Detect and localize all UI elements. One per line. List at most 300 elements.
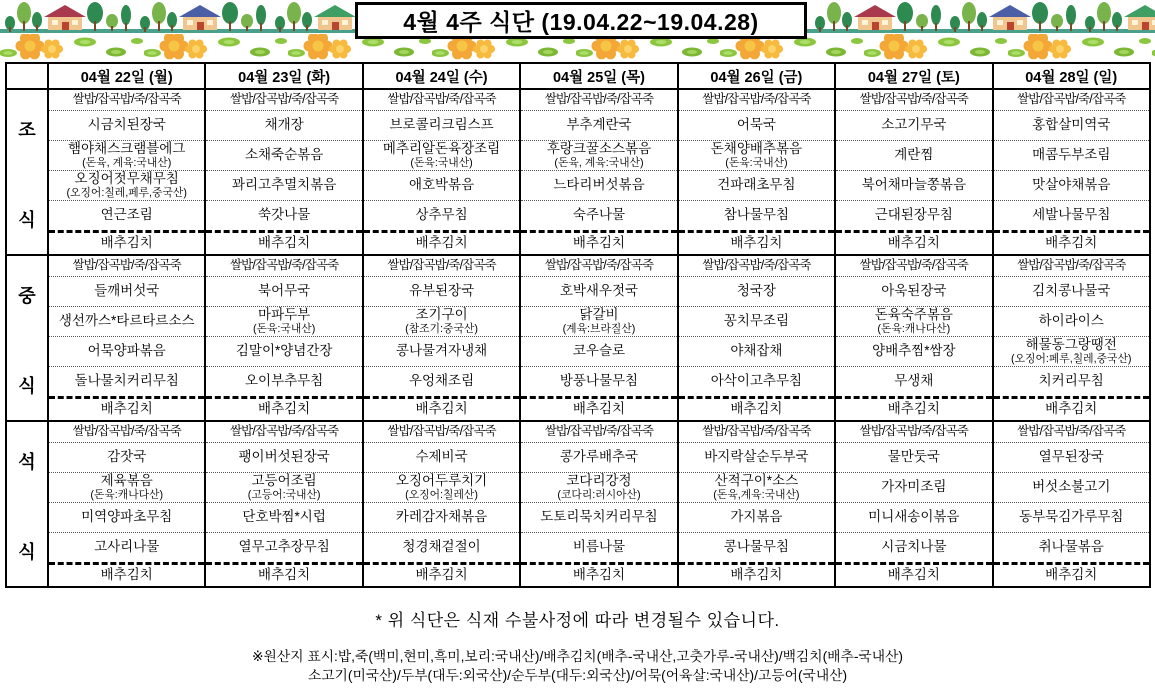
menu-cell-lunch-day7: [992, 256, 1149, 420]
lunch-label: [7, 256, 47, 420]
kimchi-item: [679, 396, 834, 420]
dish-name: 돌나물치커리무침: [74, 373, 179, 389]
kimchi-item: [206, 562, 361, 586]
menu-item: [994, 532, 1149, 562]
dish-origin: (오징어:페루,칠레,중국산): [1010, 352, 1132, 365]
kimchi-item: [206, 396, 361, 420]
dish-name: 쌀밥/잡곡밥/죽/잡곡죽: [387, 424, 496, 439]
rice-options: [521, 256, 676, 276]
dish-name: 산적구이*소스: [714, 472, 799, 488]
dish-name: 꽁치무조림: [723, 313, 789, 329]
dish-name: 방풍나물무침: [559, 373, 639, 389]
menu-item: [994, 276, 1149, 306]
menu-item: [364, 170, 519, 200]
dish-name: 배추김치: [258, 235, 311, 251]
date-header-fri: 04월 26일 (금): [677, 64, 834, 88]
dish-name: 배추김치: [1045, 401, 1098, 417]
dish-origin: (계육:브라질산): [562, 322, 636, 335]
dish-name: 물만둣국: [887, 449, 940, 465]
rice-options: [49, 90, 204, 110]
kimchi-item: [521, 562, 676, 586]
menu-item: [994, 140, 1149, 170]
dish-name: 열무고추장무침: [238, 539, 330, 555]
menu-item: [521, 200, 676, 230]
date-header-tue: 04월 23일 (화): [204, 64, 361, 88]
dish-name: 햄야채스크램블에그: [68, 140, 186, 156]
dish-name: 오이부추무침: [245, 373, 324, 389]
menu-item: [49, 110, 204, 140]
dish-name: 무생채: [894, 373, 934, 389]
change-note: * 위 식단은 식재 수불사정에 따라 변경될수 있습니다.: [375, 611, 780, 630]
dish-name: 배추김치: [730, 401, 783, 417]
rice-options: [994, 90, 1149, 110]
kimchi-item: [836, 396, 991, 420]
kimchi-item: [836, 562, 991, 586]
dish-name: 건파래초무침: [717, 177, 796, 193]
dish-name: 쌀밥/잡곡밥/죽/잡곡죽: [229, 258, 339, 273]
dish-name: 치커리무침: [1038, 373, 1104, 389]
dish-name: 쌀밥/잡곡밥/죽/잡곡죽: [387, 92, 496, 107]
dish-origin: (돈육,계육:국내산): [713, 488, 800, 501]
dish-origin: (돈육:국내산): [725, 156, 788, 169]
dish-name: 시금치된장국: [87, 117, 166, 133]
dish-name: 배추김치: [730, 567, 783, 583]
rice-options: [679, 90, 834, 110]
dish-name: 비름나물: [572, 539, 626, 555]
menu-item: [836, 472, 991, 502]
dish-name: 콩나물무침: [723, 539, 789, 555]
origin-notes: [0, 647, 1155, 686]
breakfast-label-bottom: 식: [18, 210, 36, 230]
dish-name: 콩나물겨자냉채: [395, 343, 488, 359]
menu-item: [521, 366, 676, 396]
kimchi-item: [679, 562, 834, 586]
dish-name: 쌀밥/잡곡밥/죽/잡곡죽: [72, 424, 181, 439]
dish-name: 해물동그랑땡전: [1025, 336, 1117, 352]
menu-item: [521, 276, 676, 306]
kimchi-item: [521, 230, 676, 254]
dish-name: 계란찜: [894, 147, 934, 163]
dish-name: 어묵양파볶음: [87, 343, 166, 359]
dish-name: 소고기무국: [881, 117, 947, 133]
dish-name: 열무된장국: [1038, 449, 1104, 465]
kimchi-item: [49, 396, 204, 420]
menu-item: [364, 472, 519, 502]
dish-name: 쌀밥/잡곡밥/죽/잡곡죽: [702, 258, 811, 273]
dish-name: 맛살야채볶음: [1032, 177, 1111, 193]
menu-item: [206, 532, 361, 562]
menu-item: [206, 170, 361, 200]
menu-item: [994, 502, 1149, 532]
menu-item: [836, 170, 991, 200]
rice-options: [206, 422, 361, 442]
dish-name: 숙주나물: [572, 207, 626, 223]
dish-name: 쌀밥/잡곡밥/죽/잡곡죽: [702, 424, 811, 439]
dish-name: 바지락살순두부국: [704, 449, 809, 465]
kimchi-item: [49, 230, 204, 254]
dish-name: 야채잡채: [730, 343, 783, 359]
menu-item: [679, 442, 834, 472]
menu-cell-lunch-day1: [47, 256, 204, 420]
dish-name: 후랑크꿀소스볶음: [546, 140, 652, 156]
corner-cell: [7, 64, 47, 88]
dish-name: 쑥갓나물: [258, 207, 311, 223]
dish-name: 카레감자채볶음: [395, 509, 488, 525]
dish-name: 어묵국: [736, 117, 776, 133]
dish-name: 쌀밥/잡곡밥/죽/잡곡죽: [859, 258, 968, 273]
dish-name: 가지볶음: [730, 509, 783, 525]
menu-item: [521, 140, 676, 170]
dish-name: 세발나물무침: [1032, 207, 1111, 223]
dish-name: 쌀밥/잡곡밥/죽/잡곡죽: [1017, 258, 1126, 273]
dish-name: 청국장: [736, 283, 776, 299]
dish-name: 배추김치: [415, 567, 468, 583]
menu-item: [679, 532, 834, 562]
dish-name: 오징어두루치기: [395, 472, 488, 488]
menu-item: [364, 336, 519, 366]
menu-item: [836, 200, 991, 230]
menu-item: [206, 306, 361, 336]
menu-item: [49, 442, 204, 472]
menu-item: [206, 276, 361, 306]
dish-name: 꽈리고추멸치볶음: [231, 177, 337, 193]
dish-name: 동부묵김가루무침: [1019, 509, 1124, 525]
menu-item: [836, 336, 991, 366]
dish-name: 배추김치: [258, 401, 311, 417]
dish-name: 쌀밥/잡곡밥/죽/잡곡죽: [859, 424, 968, 439]
dish-name: 유부된장국: [408, 283, 475, 299]
dish-name: 아삭이고추무침: [710, 373, 803, 389]
menu-cell-breakfast-day5: [677, 90, 834, 254]
kimchi-item: [679, 230, 834, 254]
lunch-label-bottom: 식: [18, 376, 36, 396]
origin-note-line2: 소고기(미국산)/두부(대두:외국산)/순두부(대두:외국산)/어묵(어육살:국내산)/고등어(국내산): [307, 668, 848, 684]
dish-name: 쌀밥/잡곡밥/죽/잡곡죽: [229, 424, 339, 439]
dish-name: 돈채양배추볶음: [710, 140, 803, 156]
dish-name: 미니새송이볶음: [868, 509, 960, 525]
rice-options: [206, 90, 361, 110]
menu-cell-dinner-day6: [834, 422, 991, 586]
dish-name: 매콤두부조림: [1032, 147, 1111, 163]
dish-name: 북어채마늘쫑볶음: [861, 177, 966, 193]
dish-origin: (돈육, 계육:국내산): [82, 156, 172, 169]
menu-item: [679, 170, 834, 200]
date-header-mon: 04월 22일 (월): [47, 64, 204, 88]
menu-item: [521, 442, 676, 472]
menu-item: [49, 336, 204, 366]
dish-name: 배추김치: [100, 401, 153, 417]
dish-name: 애호박볶음: [408, 177, 475, 193]
menu-item: [836, 502, 991, 532]
dish-name: 고등어조림: [251, 472, 317, 488]
dish-name: 코우슬로: [572, 343, 626, 359]
kimchi-item: [994, 230, 1149, 254]
dish-name: 생선까스*타르타르소스: [58, 313, 195, 329]
date-header-thu: 04월 25일 (목): [519, 64, 676, 88]
dish-name: 마파두부: [258, 306, 311, 322]
dish-name: 제육볶음: [100, 472, 153, 488]
dish-name: 배추김치: [1045, 567, 1098, 583]
dish-name: 도토리묵치커리무침: [540, 509, 658, 525]
menu-item: [679, 502, 834, 532]
menu-item: [206, 502, 361, 532]
dish-name: 쌀밥/잡곡밥/죽/잡곡죽: [72, 258, 181, 273]
dish-name: 코다리강정: [566, 472, 632, 488]
rice-options: [364, 90, 519, 110]
kimchi-item: [994, 396, 1149, 420]
menu-item: [49, 502, 204, 532]
rice-options: [994, 422, 1149, 442]
menu-item: [836, 110, 991, 140]
rice-options: [364, 256, 519, 276]
dish-name: 참나물무침: [723, 207, 789, 223]
dish-name: 브로콜리크림스프: [389, 117, 494, 133]
dish-name: 쌀밥/잡곡밥/죽/잡곡죽: [72, 92, 181, 107]
dish-origin: (돈육:국내산): [410, 156, 473, 169]
rice-options: [364, 422, 519, 442]
footer: [0, 598, 1155, 686]
menu-item: [206, 366, 361, 396]
dish-name: 배추김치: [415, 401, 468, 417]
dish-name: 돈육숙주볶음: [874, 306, 953, 322]
dish-origin: (코다리:러시아산): [557, 488, 641, 501]
menu-item: [679, 306, 834, 336]
dish-name: 양배추찜*쌈장: [872, 343, 956, 359]
dish-name: 배추김치: [415, 235, 468, 251]
menu-item: [49, 200, 204, 230]
dish-name: 홍합살미역국: [1032, 117, 1111, 133]
dish-name: 쌀밥/잡곡밥/죽/잡곡죽: [859, 92, 968, 107]
menu-item: [521, 532, 676, 562]
dish-name: 근대된장무침: [874, 207, 953, 223]
menu-item: [994, 306, 1149, 336]
lunch-row: [7, 254, 1149, 420]
dish-name: 북어무국: [258, 283, 311, 299]
dish-name: 연근조림: [100, 207, 153, 223]
menu-cell-dinner-day3: [362, 422, 519, 586]
menu-item: [206, 140, 361, 170]
breakfast-label: [7, 90, 47, 254]
dish-name: 배추김치: [887, 567, 940, 583]
dish-name: 호박새우젓국: [559, 283, 639, 299]
rice-options: [836, 90, 991, 110]
dish-name: 청경채겉절이: [402, 539, 481, 555]
menu-item: [49, 276, 204, 306]
kimchi-item: [836, 230, 991, 254]
menu-item: [206, 110, 361, 140]
menu-item: [994, 110, 1149, 140]
breakfast-label-top: 조: [18, 120, 36, 140]
menu-item: [679, 366, 834, 396]
rice-options: [836, 422, 991, 442]
dish-name: 메추리알돈육장조림: [382, 140, 501, 156]
menu-item: [994, 200, 1149, 230]
menu-cell-lunch-day4: [519, 256, 676, 420]
date-header-sun: 04월 28일 (일): [992, 64, 1149, 88]
dish-origin: (참조기:중국산): [405, 322, 478, 335]
dish-origin: (돈육:캐나다산): [90, 488, 164, 501]
kimchi-item: [49, 562, 204, 586]
menu-item: [364, 276, 519, 306]
kimchi-item: [521, 396, 676, 420]
menu-item: [49, 140, 204, 170]
kimchi-item: [364, 396, 519, 420]
menu-item: [836, 140, 991, 170]
origin-note-line1: ※원산지 표시:밥,죽(백미,현미,흑미,보리:국내산)/배추김치(배추-국내산,고춧가루-국내산)/백김치(배추-국내산): [251, 649, 903, 664]
menu-table: [5, 62, 1151, 588]
dish-name: 미역양파초무침: [81, 509, 173, 525]
rice-options: [679, 256, 834, 276]
menu-item: [206, 472, 361, 502]
dish-name: 콩가루배추국: [559, 449, 639, 465]
menu-item: [836, 276, 991, 306]
dish-origin: (돈육, 계육:국내산): [554, 156, 644, 169]
dish-name: 배추김치: [100, 567, 153, 583]
menu-item: [206, 336, 361, 366]
menu-item: [994, 366, 1149, 396]
menu-item: [521, 170, 676, 200]
menu-cell-breakfast-day3: [362, 90, 519, 254]
dish-name: 수제비국: [415, 449, 468, 465]
menu-item: [521, 502, 676, 532]
menu-cell-dinner-day5: [677, 422, 834, 586]
dish-name: 김치콩나물국: [1032, 283, 1111, 299]
dinner-label-top: 석: [18, 452, 36, 472]
menu-item: [679, 276, 834, 306]
dinner-label: [7, 422, 47, 586]
menu-item: [364, 442, 519, 472]
menu-item: [994, 170, 1149, 200]
dish-name: 배추김치: [730, 235, 783, 251]
dish-name: 쌀밥/잡곡밥/죽/잡곡죽: [1017, 92, 1126, 107]
dish-name: 배추김치: [887, 235, 940, 251]
menu-item: [994, 472, 1149, 502]
menu-item: [364, 306, 519, 336]
dish-name: 김말이*양념간장: [235, 343, 333, 359]
dish-name: 하이라이스: [1038, 313, 1104, 329]
menu-item: [49, 306, 204, 336]
breakfast-row: [7, 88, 1149, 254]
menu-item: [49, 532, 204, 562]
dish-name: 단호박찜*시럽: [242, 509, 326, 525]
menu-item: [521, 306, 676, 336]
dish-name: 배추김치: [887, 401, 940, 417]
dish-name: 쌀밥/잡곡밥/죽/잡곡죽: [544, 258, 654, 273]
rice-options: [206, 256, 361, 276]
menu-cell-breakfast-day7: [992, 90, 1149, 254]
dish-name: 배추김치: [572, 567, 626, 583]
menu-cell-breakfast-day4: [519, 90, 676, 254]
dish-origin: (돈육:캐나다산): [877, 322, 951, 335]
menu-item: [679, 472, 834, 502]
dish-origin: (고등어:국내산): [247, 488, 321, 501]
menu-item: [679, 110, 834, 140]
menu-item: [679, 200, 834, 230]
rice-options: [994, 256, 1149, 276]
menu-cell-dinner-day4: [519, 422, 676, 586]
menu-cell-dinner-day1: [47, 422, 204, 586]
menu-item: [364, 532, 519, 562]
dish-name: 조기구이: [415, 306, 468, 322]
rice-options: [679, 422, 834, 442]
menu-item: [49, 472, 204, 502]
dish-name: 쌀밥/잡곡밥/죽/잡곡죽: [702, 92, 811, 107]
dish-name: 쌀밥/잡곡밥/죽/잡곡죽: [229, 92, 339, 107]
menu-item: [206, 442, 361, 472]
kimchi-item: [364, 562, 519, 586]
rice-options: [836, 256, 991, 276]
menu-item: [836, 442, 991, 472]
dish-name: 쌀밥/잡곡밥/죽/잡곡죽: [1017, 424, 1126, 439]
dish-name: 배추김치: [258, 567, 311, 583]
dish-name: 취나물볶음: [1038, 539, 1104, 555]
table-header-row: [7, 64, 1149, 88]
menu-item: [364, 502, 519, 532]
dish-name: 느타리버섯볶음: [553, 177, 645, 193]
menu-item: [679, 336, 834, 366]
lunch-label-top: 중: [18, 286, 36, 306]
menu-item: [521, 472, 676, 502]
menu-item: [49, 170, 204, 200]
menu-cell-breakfast-day1: [47, 90, 204, 254]
dish-name: 배추김치: [100, 235, 153, 251]
menu-item: [521, 110, 676, 140]
page-title: 4월 4주 식단 (19.04.22~19.04.28): [403, 9, 759, 35]
rice-options: [521, 422, 676, 442]
dish-name: 부추계란국: [566, 117, 632, 133]
menu-cell-dinner-day2: [204, 422, 361, 586]
rice-options: [49, 422, 204, 442]
dish-name: 상추무침: [415, 207, 468, 223]
dish-name: 가자미조림: [881, 479, 947, 495]
title-box: [355, 2, 807, 39]
menu-item: [364, 366, 519, 396]
date-header-sat: 04월 27일 (토): [834, 64, 991, 88]
dish-name: 쌀밥/잡곡밥/죽/잡곡죽: [387, 258, 496, 273]
dish-name: 오징어젓무채무침: [74, 170, 179, 186]
kimchi-item: [364, 230, 519, 254]
menu-cell-dinner-day7: [992, 422, 1149, 586]
menu-item: [679, 140, 834, 170]
dish-origin: (돈육:국내산): [252, 322, 316, 335]
dish-name: 닭갈비: [579, 306, 619, 322]
menu-item: [836, 532, 991, 562]
menu-cell-lunch-day3: [362, 256, 519, 420]
dish-name: 팽이버섯된장국: [238, 449, 330, 465]
dish-origin: (오징어:칠레,페루,중국산): [66, 186, 187, 199]
dish-name: 배추김치: [572, 235, 626, 251]
dish-name: 아욱된장국: [881, 283, 947, 299]
menu-cell-breakfast-day2: [204, 90, 361, 254]
dinner-row: [7, 420, 1149, 586]
kimchi-item: [994, 562, 1149, 586]
menu-item: [994, 336, 1149, 366]
kimchi-item: [206, 230, 361, 254]
dish-name: 배추김치: [572, 401, 626, 417]
date-header-wed: 04월 24일 (수): [362, 64, 519, 88]
dish-name: 소채죽순볶음: [245, 147, 324, 163]
menu-item: [836, 366, 991, 396]
dish-name: 배추김치: [1045, 235, 1098, 251]
dish-name: 시금치나물: [881, 539, 947, 555]
menu-cell-lunch-day6: [834, 256, 991, 420]
menu-cell-breakfast-day6: [834, 90, 991, 254]
dish-name: 쌀밥/잡곡밥/죽/잡곡죽: [544, 424, 654, 439]
menu-item: [49, 366, 204, 396]
rice-options: [49, 256, 204, 276]
menu-item: [994, 442, 1149, 472]
rice-options: [521, 90, 676, 110]
